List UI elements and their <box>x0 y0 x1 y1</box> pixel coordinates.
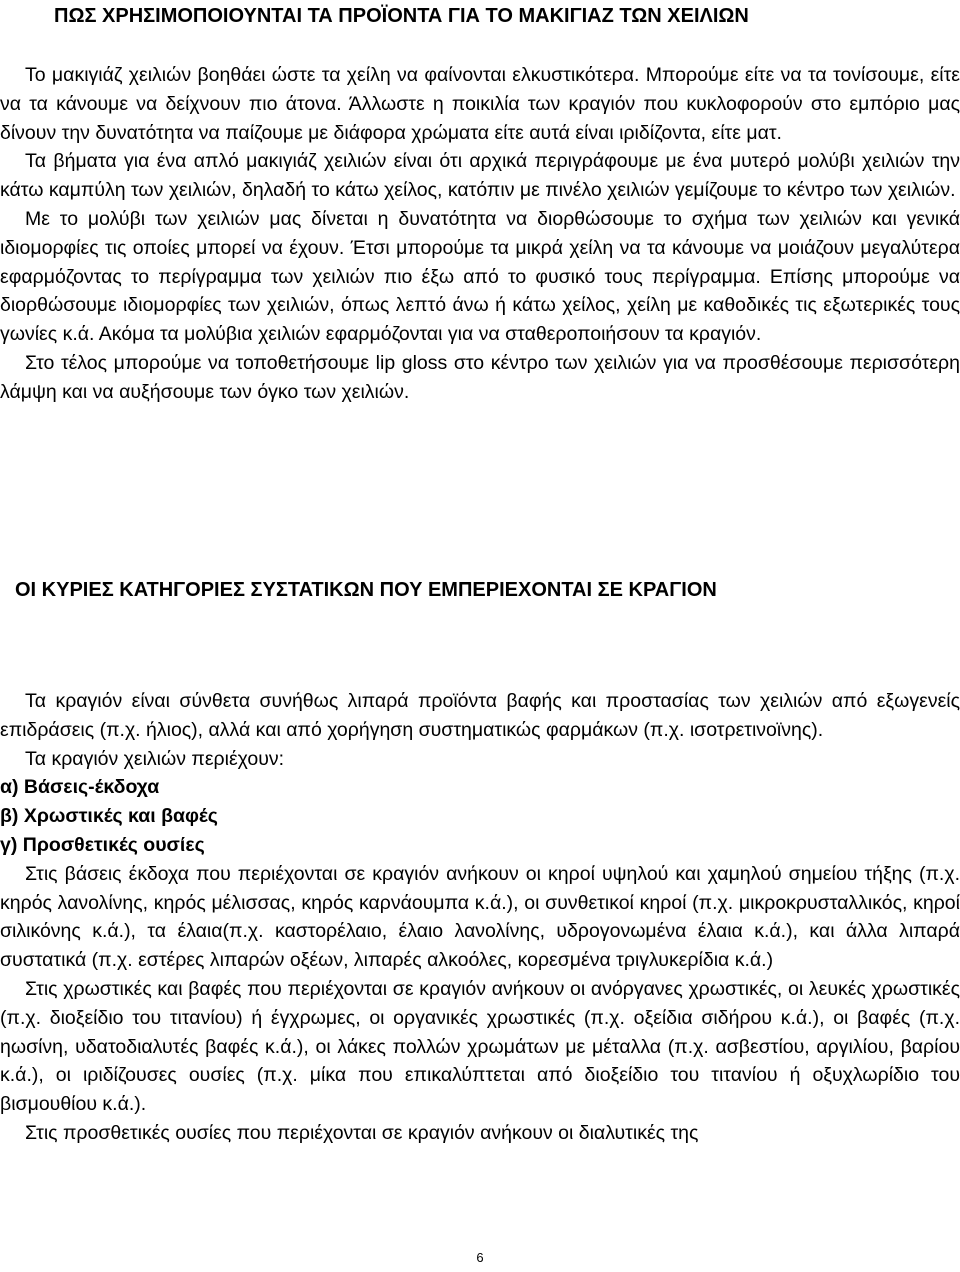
paragraph-pigments: Στις χρωστικές και βαφές που περιέχονται σε κραγιόν ανήκουν οι ανόργανες χρωστικές, οι λευκές χρωστικές (π.χ. διοξείδιο του τιτανίου) ή έγχρωμες, οι οργανικές χρωστικές (π.χ. οξείδια σιδήρου κ.ά.), οι βαφές (π.χ. ηωσίνη, υδατοδιαλυτές βαφές κ.ά.), οι λάκες πολλών χρωμάτων με μέταλλα (π.χ. ασβεστίου, αργιλίου, βαρίου κ.ά.), οι ιριδίζουσες ουσίες (π.χ. μίκα που επικαλύπτεται από διοξείδιο του τιτανίου ή οξυχλωρίδιο του βισμουθίου κ.ά.). <box>0 977 960 1116</box>
section-heading: ΟΙ ΚΥΡΙΕΣ ΚΑΤΗΓΟΡΙΕΣ ΣΥΣΤΑΤΙΚΩΝ ΠΟΥ ΕΜΠΕΡΙΕΧΟΝΤΑΙ ΣΕ ΚΡΑΓΙΟΝ <box>15 579 717 601</box>
section-lip-makeup <box>0 61 960 407</box>
section-ingredients <box>0 687 960 1148</box>
paragraph-contains: Τα κραγιόν χειλιών περιέχουν: <box>25 747 285 770</box>
list-item-pigments: β) Χρωστικές και βαφές <box>0 805 218 828</box>
paragraph-lipstick-definition: Τα κραγιόν είναι σύνθετα συνήθως λιπαρά προϊόντα βαφής και προστασίας των χειλιών από εξωγενείς επιδράσεις (π.χ. ήλιος), αλλά και από χορήγηση συστηματικώς φαρμάκων (π.χ. ισοτρετινοϊνης). <box>0 690 960 741</box>
paragraph-steps: Τα βήματα για ένα απλό μακιγιάζ χειλιών είναι ότι αρχικά περιγράφουμε με ένα μυτερό μολύβι χειλιών την κάτω καμπύλη των χειλιών, δηλαδή το κάτω χείλος, κατόπιν με πινέλο χειλιών γεμίζουμε το κέντρο των χειλιών. <box>0 150 960 202</box>
page-number: 6 <box>476 1250 484 1265</box>
paragraph-lip-pencil: Με το μολύβι των χειλιών μας δίνεται η δυνατότητα να διορθώσουμε το σχήμα των χειλιών και γενικά ιδιομορφίες τις οποίες μπορεί να έχουν. Έτσι μπορούμε τα μικρά χείλη να τα κάνουμε να μοιάζουν μεγαλύτερα εφαρμόζοντας το περίγραμμα των χειλιών πιο έξω από το φυσικό τους περίγραμμα. Επίσης μπορούμε να διορθώσουμε ιδιομορφίες των χειλιών, όπως λεπτό άνω ή κάτω χείλος, χείλη με καθοδικές τις εξωτερικές τους γωνίες κ.ά. Ακόμα τα μολύβια χειλιών εφαρμόζονται για να σταθεροποιήσουν τα κραγιόν. <box>0 207 960 346</box>
paragraph-additives: Στις προσθετικές ουσίες που περιέχονται σε κραγιόν ανήκουν οι διαλυτικές της <box>25 1121 699 1144</box>
list-item-bases: α) Βάσεις-έκδοχα <box>0 776 160 799</box>
paragraph-bases: Στις βάσεις έκδοχα που περιέχονται σε κραγιόν ανήκουν οι κηροί υψηλού και χαμηλού σημείου τήξης (π.χ. κηρός λανολίνης, κηρός μέλισσας, κηρός καρνάουμπα κ.ά.), οι συνθετικοί κηροί (π.χ. μικροκρυσταλλικός, κηροί σιλικόνης κ.ά.), τα έλαια(π.χ. καστορέλαιο, έλαιο λανολίνης, υδρογονωμένα έλαια κ.ά.), και άλλα λιπαρά συστατικά (π.χ. εστέρες λιπαρών οξέων, λιπαρές αλκοόλες, κορεσμένα τριγλυκερίδια κ.ά.) <box>0 862 960 972</box>
paragraph-intro: Το μακιγιάζ χειλιών βοηθάει ώστε τα χείλη να φαίνονται ελκυστικότερα. Μπορούμε είτε να τα τονίσουμε, είτε να τα κάνουμε να δείχνουν πιο άτονα. Άλλωστε η ποικιλία των κραγιόν που κυκλοφορούν στο εμπόριο μας δίνουν την δυνατότητα να παίζουμε με διάφορα χρώματα είτε αυτά είναι ιριδίζοντα, είτε ματ. <box>0 64 960 144</box>
list-item-additives: γ) Προσθετικές ουσίες <box>0 833 205 856</box>
page-title: ΠΩΣ ΧΡΗΣΙΜΟΠΟΙΟΥΝΤΑΙ ΤΑ ΠΡΟΪΟΝΤΑ ΓΙΑ ΤΟ ΜΑΚΙΓΙΑΖ ΤΩΝ ΧΕΙΛΙΩΝ <box>54 5 749 27</box>
paragraph-lip-gloss: Στο τέλος μπορούμε να τοποθετήσουμε lip gloss στο κέντρο των χειλιών για να προσθέσουμε περισσότερη λάμψη και να αυξήσουμε των όγκο των χειλιών. <box>0 351 960 403</box>
